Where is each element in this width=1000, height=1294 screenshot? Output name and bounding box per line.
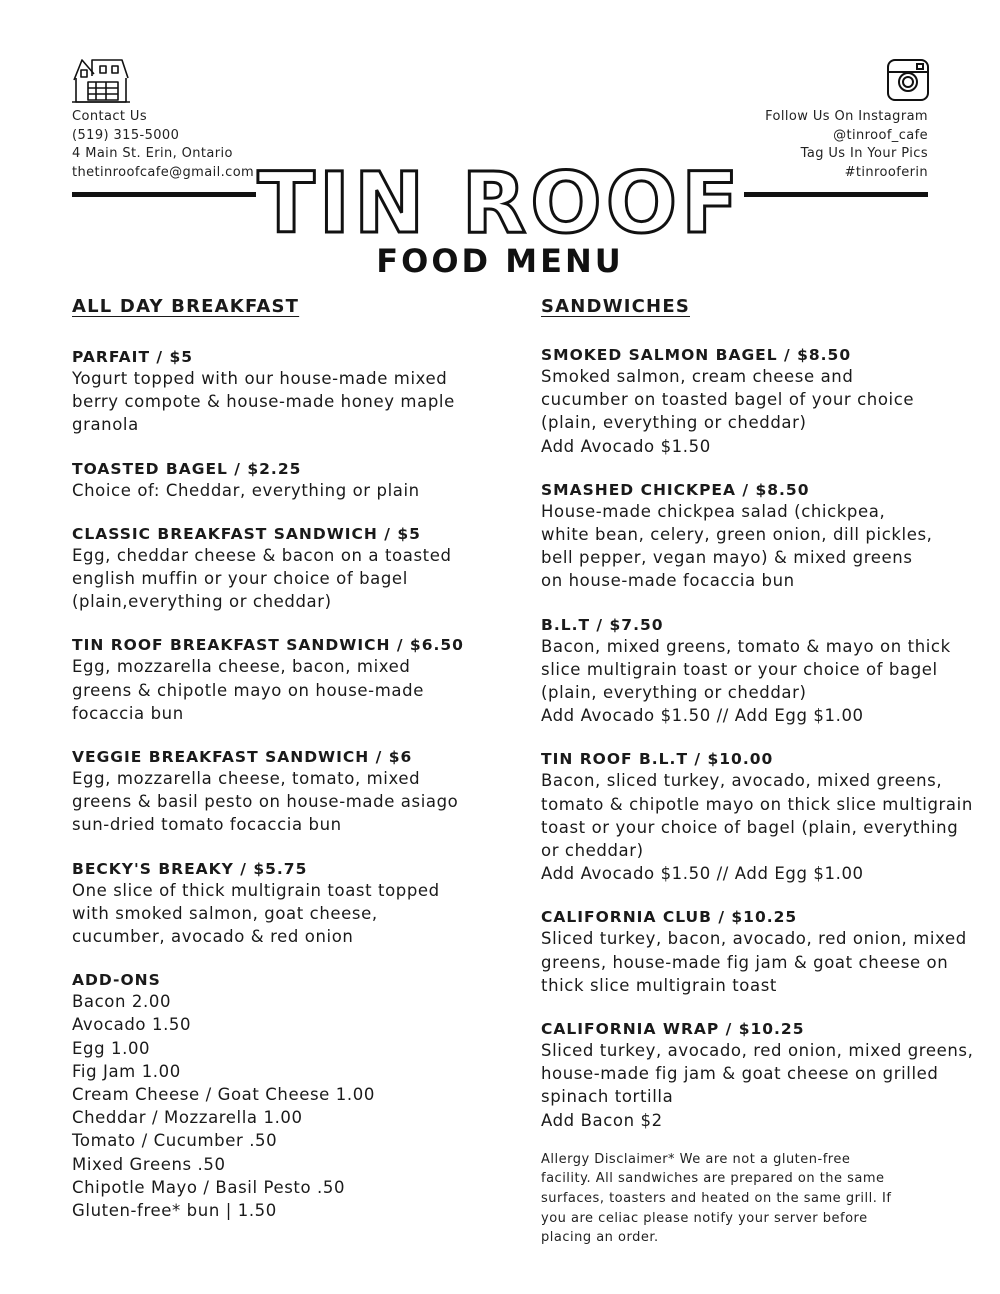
addon-item: Bacon 2.00 — [72, 992, 172, 1012]
addon-item: Fig Jam 1.00 — [72, 1061, 181, 1081]
contact-heading: Contact Us — [72, 109, 147, 124]
addon-item: Chipotle Mayo / Basil Pesto .50 — [72, 1177, 346, 1197]
instagram-handle[interactable]: @tinroof_cafe — [833, 127, 928, 143]
sandwiches-column — [541, 296, 981, 1248]
item-desc: Bacon, mixed greens, tomato & mayo on thick slice multigrain toast or your choice of bagel (plain, everything or cheddar) Add Avocado $1.50 // Add Egg $1.00 — [541, 636, 951, 726]
contact-phone[interactable]: (519) 315-5000 — [72, 127, 180, 143]
item-desc: Sliced turkey, bacon, avocado, red onion, mixed greens, house-made fig jam & goat cheese on thick slice multigrain toast — [541, 929, 967, 995]
page-subtitle: FOOD MENU — [376, 242, 624, 280]
menu-item — [541, 749, 981, 885]
addons-title: ADD-ONS — [72, 971, 161, 990]
item-desc: One slice of thick multigrain toast topped with smoked salmon, goat cheese, cucumber, avocado & red onion — [72, 880, 440, 947]
menu-item — [541, 615, 981, 728]
hashtag[interactable]: #tinrooferin — [844, 164, 928, 180]
item-name: PARFAIT / $5 — [72, 348, 194, 366]
item-name: TIN ROOF B.L.T / $10.00 — [541, 750, 774, 769]
house-logo-icon — [72, 56, 130, 104]
addon-item: Gluten-free* bun | 1.50 — [72, 1201, 277, 1221]
allergy-disclaimer: Allergy Disclaimer* We are not a gluten-free facility. All sandwiches are prepared on the same surfaces, toasters and heated on the same grill. If you are celiac please notify your server before placing an order. — [541, 1151, 892, 1246]
item-name: VEGGIE BREAKFAST SANDWICH / $6 — [72, 748, 413, 767]
item-name: B.L.T / $7.50 — [541, 615, 664, 634]
addon-item: Cream Cheese / Goat Cheese 1.00 — [72, 1085, 375, 1105]
item-desc: Egg, mozzarella cheese, bacon, mixed greens & chipotle mayo on house-made focaccia bun — [72, 657, 424, 723]
contact-address: 4 Main St. Erin, Ontario — [72, 146, 233, 161]
item-name: TOASTED BAGEL / $2.25 — [72, 459, 302, 478]
addon-item: Tomato / Cucumber .50 — [72, 1131, 278, 1151]
item-desc: House-made chickpea salad (chickpea, white bean, celery, green onion, dill pickles, bell pepper, vegan mayo) & mixed greens on house-made focaccia bun — [541, 501, 933, 591]
addons-block — [72, 970, 512, 1222]
tag-prompt: Tag Us In Your Pics — [800, 146, 928, 161]
addon-item: Cheddar / Mozzarella 1.00 — [72, 1108, 303, 1128]
item-name: TIN ROOF BREAKFAST SANDWICH / $6.50 — [72, 636, 464, 655]
page-title: TIN ROOF — [257, 154, 743, 252]
item-name: SMASHED CHICKPEA / $8.50 — [541, 480, 810, 499]
contact-email[interactable]: thetinroofcafe@gmail.com — [72, 164, 255, 180]
instagram-icon[interactable] — [886, 58, 930, 102]
item-desc: Sliced turkey, avocado, red onion, mixed greens, house-made fig jam & goat cheese on grilled spinach tortilla Add Bacon $2 — [541, 1041, 974, 1130]
menu-item — [72, 859, 512, 949]
menu-item — [72, 635, 512, 725]
menu-item — [72, 459, 512, 502]
item-desc: Choice of: Cheddar, everything or plain — [72, 480, 420, 500]
breakfast-column — [72, 296, 512, 1222]
item-desc: Smoked salmon, cream cheese and cucumber on toasted bagel of your choice (plain, everything or cheddar) Add Avocado $1.50 — [541, 367, 915, 456]
addon-item: Avocado 1.50 — [72, 1015, 192, 1035]
addon-item: Mixed Greens .50 — [72, 1154, 226, 1174]
breakfast-section-title: ALL DAY BREAKFAST — [72, 296, 300, 317]
item-name: CLASSIC BREAKFAST SANDWICH / $5 — [72, 524, 421, 543]
addon-item: Egg 1.00 — [72, 1038, 151, 1058]
item-name: SMOKED SALMON BAGEL / $8.50 — [541, 346, 852, 364]
menu-item — [541, 907, 981, 997]
item-desc: Egg, mozzarella cheese, tomato, mixed greens & basil pesto on house-made asiago sun-dried tomato focaccia bun — [72, 769, 459, 835]
menu-item — [72, 524, 512, 614]
menu-item — [541, 480, 981, 593]
item-name: BECKY'S BREAKY / $5.75 — [72, 859, 308, 878]
menu-item — [72, 347, 512, 437]
social-heading: Follow Us On Instagram — [765, 109, 928, 124]
item-desc: Yogurt topped with our house-made mixed berry compote & house-made honey maple granola — [72, 369, 455, 435]
menu-item — [541, 345, 981, 458]
item-desc: Bacon, sliced turkey, avocado, mixed greens, tomato & chipotle mayo on thick slice multigrain toast or your choice of bagel (plain, everything or cheddar) Add Avocado $1.50 // Add Egg $1.00 — [541, 771, 973, 884]
item-name: CALIFORNIA CLUB / $10.25 — [541, 908, 798, 927]
item-name: CALIFORNIA WRAP / $10.25 — [541, 1020, 805, 1039]
menu-item — [72, 747, 512, 837]
item-desc: Egg, cheddar cheese & bacon on a toasted english muffin or your choice of bagel (plain,everything or cheddar) — [72, 545, 452, 612]
sandwiches-section-title: SANDWICHES — [541, 296, 690, 317]
menu-item — [541, 1019, 981, 1132]
